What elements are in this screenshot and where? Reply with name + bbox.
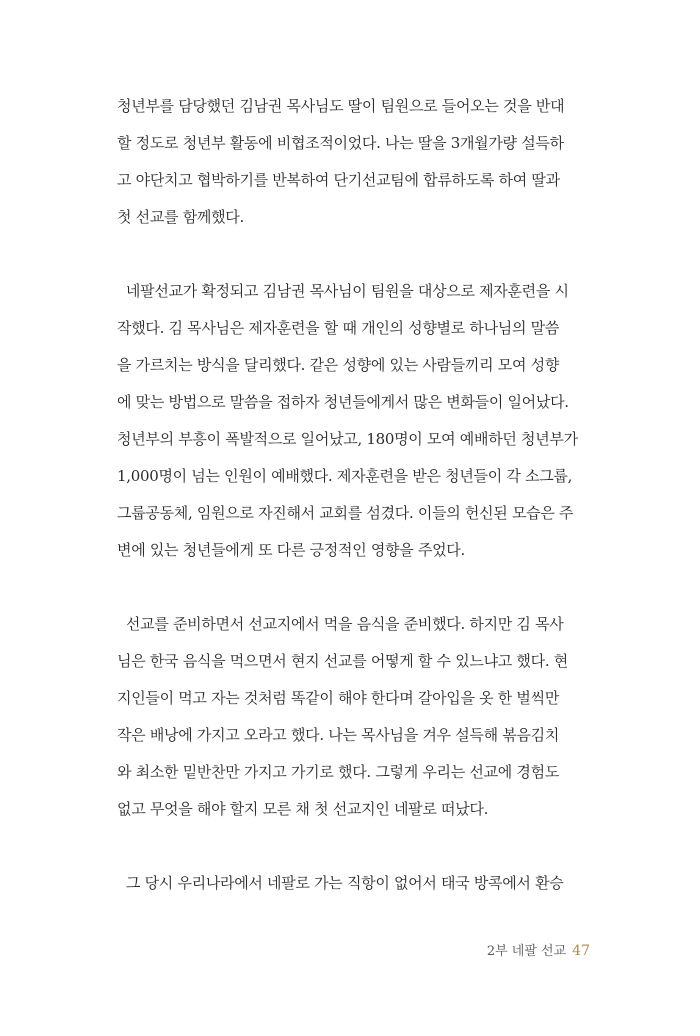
text-line: 네팔선교가 확정되고 김남권 목사님이 팀원을 대상으로 제자훈련을 시 — [117, 282, 569, 300]
page-footer — [460, 940, 590, 959]
text-line: 청년부의 부흥이 폭발적으로 일어났고, 180명이 모여 예배하던 청년부가 — [117, 430, 578, 448]
paragraph-gap — [117, 569, 587, 606]
text-line: 할 정도로 청년부 활동에 비협조적이었다. 나는 딸을 3개월가량 설득하 — [117, 134, 564, 152]
text-line: 을 가르치는 방식을 달리했다. 같은 성향에 있는 사람들끼리 모여 성향 — [117, 356, 560, 374]
text-line: 에 맞는 방법으로 말씀을 접하자 청년들에게서 많은 변화들이 일어났다. — [117, 393, 569, 411]
text-line: 변에 있는 청년들에게 또 다른 긍정적인 영향을 주었다. — [117, 541, 465, 559]
text-line: 선교를 준비하면서 선교지에서 먹을 음식을 준비했다. 하지만 김 목사 — [117, 615, 564, 633]
text-line: 그룹공동체, 임원으로 자진해서 교회를 섬겼다. 이들의 헌신된 모습은 주 — [117, 504, 574, 522]
page-number: 47 — [572, 943, 590, 959]
text-line: 고 야단치고 협박하기를 반복하여 단기선교팀에 합류하도록 하여 딸과 — [117, 171, 560, 189]
text-line: 지인들이 먹고 자는 것처럼 똑같이 해야 한다며 갈아입을 옷 한 벌씩만 — [117, 689, 560, 707]
text-line: 그 당시 우리나라에서 네팔로 가는 직항이 없어서 태국 방콕에서 환승 — [117, 874, 564, 892]
text-line: 청년부를 담당했던 김남권 목사님도 딸이 팀원으로 들어오는 것을 반대 — [117, 97, 565, 115]
text-line: 작했다. 김 목사님은 제자훈련을 할 때 개인의 성향별로 하나님의 말씀 — [117, 319, 560, 337]
text-line: 작은 배낭에 가지고 오라고 했다. 나는 목사님을 겨우 설득해 볶음김치 — [117, 726, 560, 744]
text-line: 1,000명이 넘는 인원이 예배했다. 제자훈련을 받은 청년들이 각 소그룹, — [117, 467, 573, 485]
body-text — [117, 88, 587, 902]
running-footer-section: 2부 네팔 선교 — [486, 944, 567, 959]
text-line: 첫 선교를 함께했다. — [117, 208, 244, 226]
paragraph-3 — [117, 606, 587, 828]
paragraph-4 — [117, 865, 587, 902]
paragraph-gap — [117, 236, 587, 273]
paragraph-1 — [117, 88, 587, 236]
text-line: 님은 한국 음식을 먹으면서 현지 선교를 어떻게 할 수 있느냐고 했다. 현 — [117, 652, 568, 670]
text-line: 와 최소한 밑반찬만 가지고 가기로 했다. 그렇게 우리는 선교에 경험도 — [117, 763, 560, 781]
paragraph-2 — [117, 273, 587, 569]
text-line: 없고 무엇을 해야 할지 모른 채 첫 선교지인 네팔로 떠났다. — [117, 800, 489, 818]
paragraph-gap — [117, 828, 587, 865]
